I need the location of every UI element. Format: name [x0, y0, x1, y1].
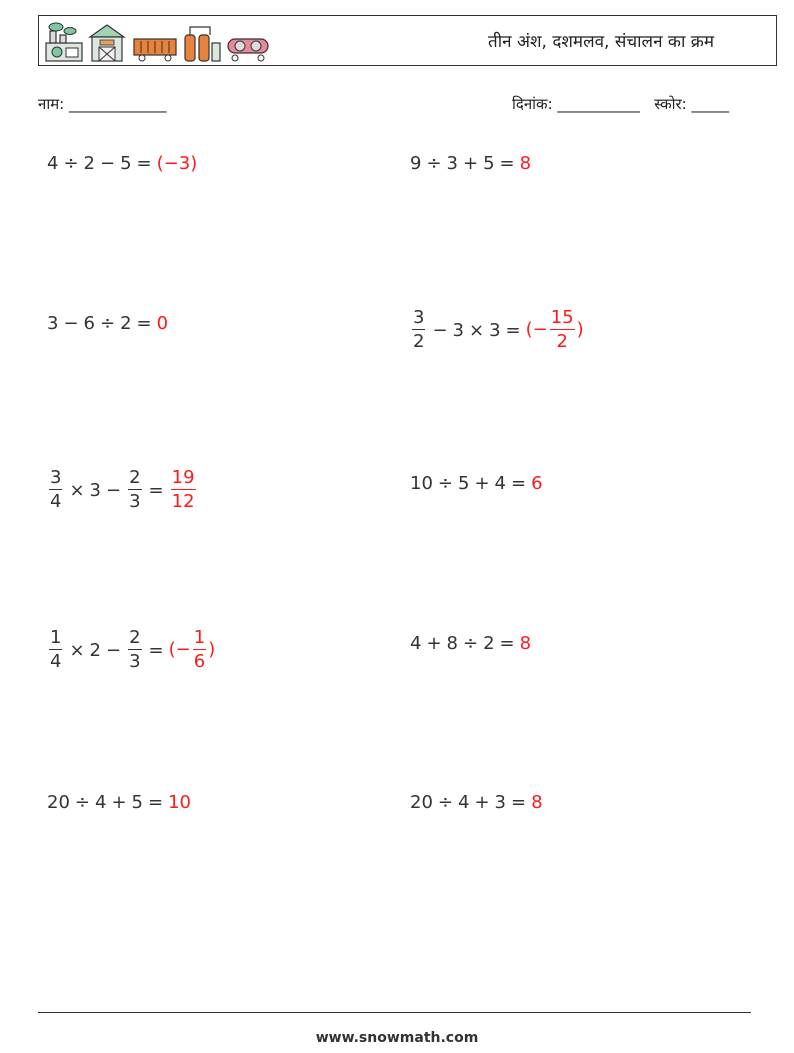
score-blank: _____ — [691, 95, 729, 113]
problem-2: 9 ÷ 3 + 5 = 8 — [410, 152, 532, 174]
worksheet-title: तीन अंश, दशमलव, संचालन का क्रम — [488, 32, 714, 52]
problem-8: 4 + 8 ÷ 2 = 8 — [410, 632, 532, 654]
answer: 0 — [156, 312, 169, 334]
answer: 10 — [168, 791, 191, 813]
answer: (− $\frac{15}{2}$ ) — [525, 307, 584, 352]
problem-3: 3 − 6 ÷ 2 = 0 — [47, 312, 169, 334]
fraction: $\frac{1}{4}$ — [50, 627, 62, 672]
name-blank: _____________ — [69, 95, 167, 113]
answer: 8 — [531, 791, 543, 813]
answer: (−3) — [156, 152, 198, 174]
problem-6: 10 ÷ 5 + 4 = 6 — [410, 472, 543, 494]
answer: 8 — [519, 152, 532, 174]
gas-tanks-icon — [185, 27, 220, 61]
name-label: नाम: — [38, 95, 65, 113]
problem-10: 20 ÷ 4 + 3 = 8 — [410, 791, 543, 813]
factory-icon — [46, 23, 82, 61]
freight-car-icon — [134, 39, 176, 61]
warehouse-icon — [90, 25, 124, 61]
problem-9: 20 ÷ 4 + 5 = 10 — [47, 791, 191, 813]
answer: 8 — [519, 632, 532, 654]
problem-7: $\frac{1}{4}$ × 2 − $\frac{2}{3}$ = (− $\frac{1}{6}$ ) — [50, 627, 216, 672]
problem-4: $\frac{3}{2}$ − 3 × 3 = (− $\frac{15}{2}$ ) — [413, 307, 584, 352]
date-score-field — [512, 94, 729, 114]
tank-car-icon — [228, 39, 268, 61]
fraction: $\frac{2}{3}$ — [129, 627, 141, 672]
score-label: स्कोर: — [654, 95, 687, 113]
worksheet-header — [38, 15, 777, 66]
fraction: $\frac{2}{3}$ — [129, 467, 141, 512]
footer-divider — [38, 1012, 751, 1013]
problem-1: 4 ÷ 2 − 5 = (−3) — [47, 152, 198, 174]
footer-url[interactable]: www.snowmath.com — [315, 1030, 479, 1046]
fraction: $\frac{3}{2}$ — [413, 307, 425, 352]
date-blank: ___________ — [557, 95, 640, 113]
problem-5: $\frac{3}{4}$ × 3 − $\frac{2}{3}$ = $\frac{19}{12}$ — [50, 467, 195, 512]
fraction: $\frac{3}{4}$ — [50, 467, 62, 512]
date-label: दिनांक: — [512, 95, 553, 113]
name-field — [38, 94, 167, 114]
factory-train-icons — [44, 21, 274, 63]
answer: 6 — [531, 472, 543, 494]
answer: (− $\frac{1}{6}$ ) — [168, 627, 216, 672]
answer: $\frac{19}{12}$ — [171, 467, 195, 512]
